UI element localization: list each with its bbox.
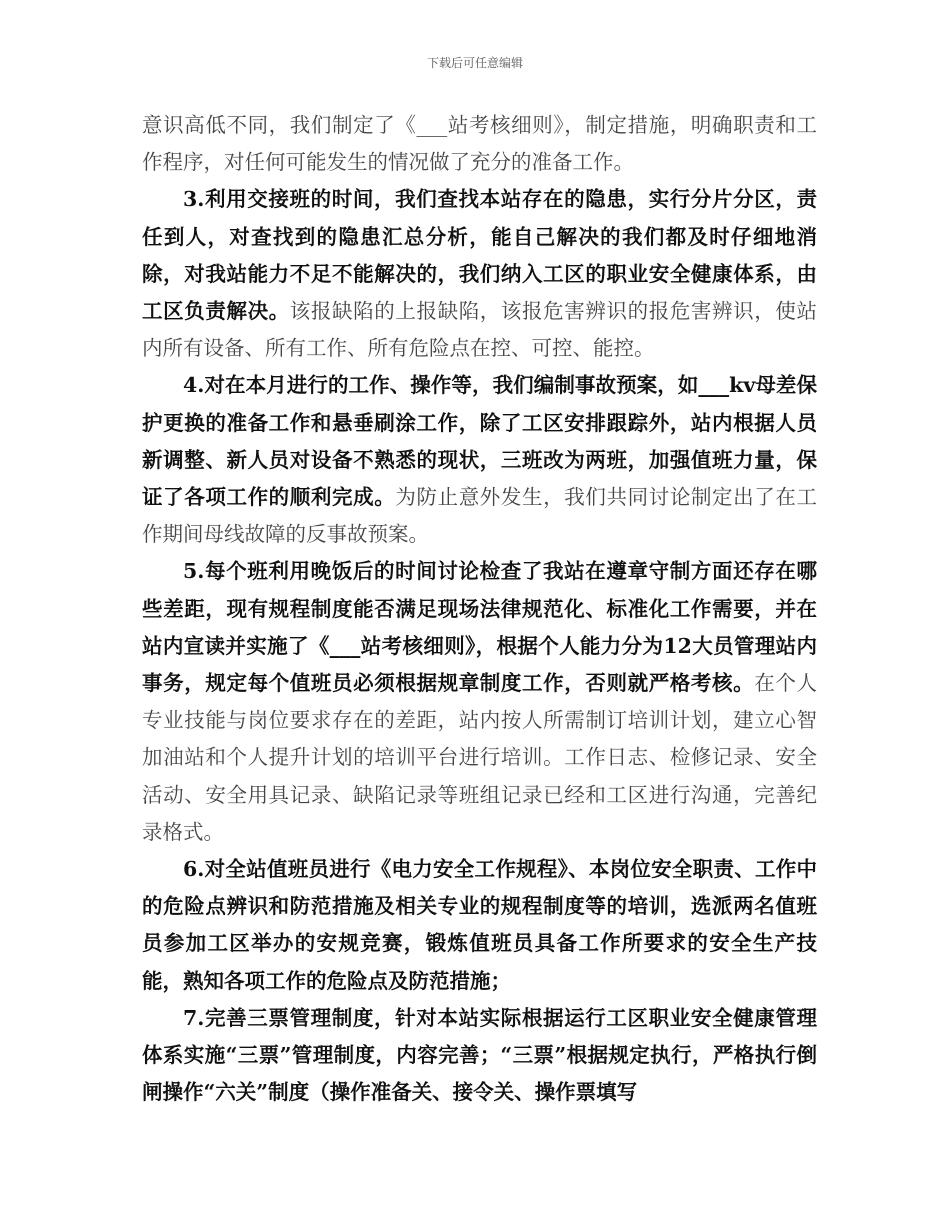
paragraph-normal-text: 为防止意外发生，我们共同讨论制定出了在工作期间母线故障的反事故预案。 bbox=[142, 485, 818, 547]
paragraph-normal-text: 该报缺陷的上报缺陷，该报危害辨识的报危害辨识，使站内所有设备、所有工作、所有危险点在控、可控、能控。 bbox=[142, 299, 818, 361]
paragraph-item-3 bbox=[142, 181, 817, 367]
paragraph-bold-text: 5.每个班利用晚饭后的时间讨论检查了我站在遵章守制方面还存在哪些差距，现有规程制度能否满足现场法律规范化、标准化工作需要，并在站内宣读并实施了《___站考核细则》，根据个人能力分为12大员管理站内事务，规定每个值班员必须根据规章制度工作，否则就严格考核。 bbox=[142, 559, 817, 696]
paragraph-item-4 bbox=[142, 367, 817, 553]
paragraph-1 bbox=[142, 107, 817, 181]
paragraph-normal-text: 意识高低不同，我们制定了《___站考核细则》，制定措施，明确职责和工作程序，对任何可能发生的情况做了充分的准备工作。 bbox=[142, 113, 817, 175]
paragraph-item-7 bbox=[142, 1000, 817, 1112]
paragraph-item-6 bbox=[142, 851, 817, 1000]
paragraph-item-5 bbox=[142, 553, 817, 851]
paragraph-bold-text: 6.对全站值班员进行《电力安全工作规程》、本岗位安全职责、工作中的危险点辨识和防范措施及相关专业的规程制度等的培训，选派两名值班员参加工区举办的安规竞赛，锻炼值班员具备工作所要求的安全生产技能，熟知各项工作的危险点及防范措施； bbox=[142, 857, 817, 993]
document-body bbox=[142, 107, 817, 1111]
paragraph-bold-text: 7.完善三票管理制度，针对本站实际根据运行工区职业安全健康管理体系实施“三票”管理制度，内容完善；“三票”根据规定执行，严格执行倒闸操作“六关”制度（操作准备关、接令关、操作票填写 bbox=[142, 1005, 817, 1105]
paragraph-normal-text: 在个人专业技能与岗位要求存在的差距，站内按人所需制订培训计划，建立心智加油站和个人提升计划的培训平台进行培训。工作日志、检修记录、安全活动、安全用具记录、缺陷记录等班组记录已经和工区进行沟通，完善纪录格式。 bbox=[142, 671, 818, 844]
paragraph-bold-text: 4.对在本月进行的工作、操作等，我们编制事故预案，如___kv母差保护更换的准备工作和悬垂刷涂工作，除了工区安排跟踪外，站内根据人员新调整、新人员对设备不熟悉的现状，三班改为两班，加强值班力量，保证了各项工作的顺利完成。 bbox=[142, 373, 817, 510]
page-header: 下载后可任意编辑 bbox=[426, 56, 523, 70]
paragraph-bold-text: 3.利用交接班的时间，我们查找本站存在的隐患，实行分片分区，责任到人，对查找到的隐患汇总分析，能自己解决的我们都及时仔细地消除，对我站能力不足不能解决的，我们纳入工区的职业安全健康体系，由工区负责解决。 bbox=[142, 187, 817, 324]
